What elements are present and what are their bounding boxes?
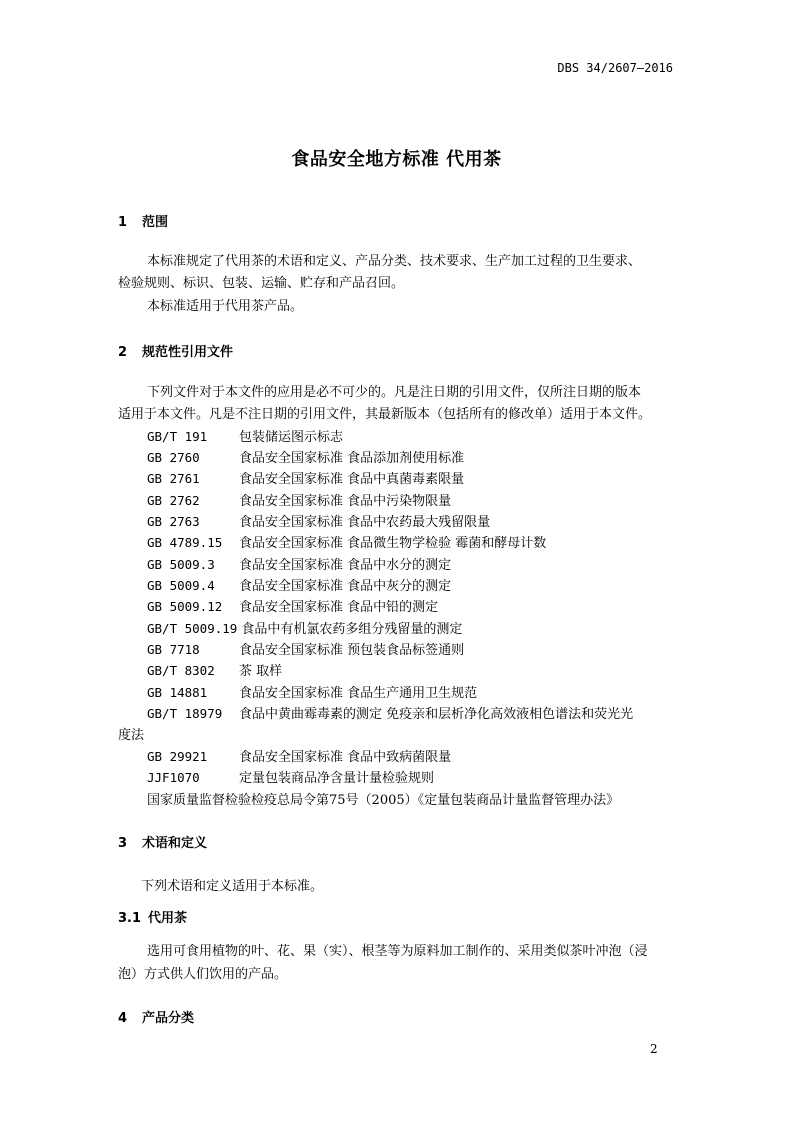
reference-title: 食品安全国家标准 食品添加剂使用标准 bbox=[239, 451, 465, 466]
reference-item bbox=[147, 490, 677, 509]
scope-applicability: 本标准适用于代用茶产品。 bbox=[147, 299, 304, 314]
scope-paragraph-line-2: 检验规则、标识、包装、运输、贮存和产品召回。 bbox=[118, 276, 405, 291]
reference-item bbox=[147, 767, 677, 786]
section-number: 2 bbox=[118, 345, 128, 360]
reference-title: 食品安全国家标准 食品微生物学检验 霉菌和酵母计数 bbox=[239, 536, 547, 551]
reference-title: 食品中有机氯农药多组分残留量的测定 bbox=[241, 622, 463, 637]
reference-item bbox=[147, 596, 677, 615]
section-title: 规范性引用文件 bbox=[142, 345, 234, 360]
reference-title: 食品安全国家标准 食品生产通用卫生规范 bbox=[239, 686, 478, 701]
reference-title: 食品安全国家标准 食品中灰分的测定 bbox=[239, 579, 452, 594]
reference-item bbox=[147, 746, 677, 765]
reference-code: GB 2761 bbox=[147, 471, 200, 486]
reference-title: 包装储运图示标志 bbox=[239, 430, 344, 445]
reference-code: GB 2763 bbox=[147, 514, 200, 529]
section-title: 术语和定义 bbox=[142, 836, 208, 851]
reference-code: GB 5009.12 bbox=[147, 599, 223, 614]
reference-code: GB 2762 bbox=[147, 493, 200, 508]
section-4-heading bbox=[118, 1007, 194, 1026]
reference-title-continuation: 度法 bbox=[118, 728, 145, 743]
reference-title: 食品安全国家标准 食品中水分的测定 bbox=[239, 558, 452, 573]
reference-item bbox=[147, 703, 677, 722]
reference-code: JJF1070 bbox=[147, 770, 200, 785]
reference-item bbox=[147, 447, 677, 466]
reference-item bbox=[147, 682, 677, 701]
section-1-heading bbox=[118, 211, 168, 230]
reference-title: 食品中黄曲霉毒素的测定 免疫亲和层析净化高效液相色谱法和荧光光 bbox=[239, 707, 634, 722]
section-title: 产品分类 bbox=[142, 1011, 195, 1026]
reference-title: 食品安全国家标准 预包装食品标签通则 bbox=[239, 643, 465, 658]
reference-code: GB/T 8302 bbox=[147, 663, 215, 678]
reference-title: 定量包装商品净含量计量检验规则 bbox=[239, 771, 435, 786]
section-title: 范围 bbox=[142, 215, 169, 230]
reference-code: GB 29921 bbox=[147, 749, 208, 764]
subsection-number: 3.1 bbox=[118, 911, 142, 926]
reference-title: 食品安全国家标准 食品中污染物限量 bbox=[239, 494, 452, 509]
document-code: DBS 34/2607—2016 bbox=[557, 61, 673, 75]
reference-title: 食品安全国家标准 食品中致病菌限量 bbox=[239, 750, 452, 765]
subsection-title: 代用茶 bbox=[148, 911, 188, 926]
reference-title: 茶 取样 bbox=[239, 664, 283, 679]
reference-title: 食品安全国家标准 食品中农药最大残留限量 bbox=[239, 515, 491, 530]
reference-item bbox=[147, 639, 677, 658]
reference-code: GB/T 5009.19 bbox=[147, 621, 238, 636]
section-number: 3 bbox=[118, 836, 128, 851]
reference-title: 食品安全国家标准 食品中真菌毒素限量 bbox=[239, 472, 465, 487]
definition-line-1: 选用可食用植物的叶、花、果（实）、根茎等为原料加工制作的、采用类似茶叶冲泡（浸 bbox=[147, 944, 648, 959]
references-intro-line-1: 下列文件对于本文件的应用是必不可少的。凡是注日期的引用文件，仅所注日期的版本 bbox=[147, 385, 642, 400]
reference-item bbox=[147, 575, 677, 594]
section-2-heading bbox=[118, 341, 233, 360]
reference-code: GB 7718 bbox=[147, 642, 200, 657]
section-number: 4 bbox=[118, 1011, 128, 1026]
reference-item bbox=[147, 511, 677, 530]
reference-code: GB/T 18979 bbox=[147, 706, 223, 721]
document-title: 食品安全地方标准 代用茶 bbox=[291, 149, 502, 170]
reference-item bbox=[147, 660, 677, 679]
reference-item bbox=[147, 468, 677, 487]
reference-code: GB 5009.4 bbox=[147, 578, 215, 593]
definition-line-2: 泡）方式供人们饮用的产品。 bbox=[118, 967, 288, 982]
section-3-heading bbox=[118, 832, 207, 851]
reference-item bbox=[147, 554, 677, 573]
reference-code: GB 5009.3 bbox=[147, 557, 215, 572]
reference-order: 国家质量监督检验检疫总局令第75号（2005）《定量包装商品计量监督管理办法》 bbox=[147, 793, 620, 808]
reference-code: GB 14881 bbox=[147, 685, 208, 700]
reference-title: 食品安全国家标准 食品中铅的测定 bbox=[239, 600, 439, 615]
reference-code: GB 2760 bbox=[147, 450, 200, 465]
reference-item bbox=[147, 426, 677, 445]
terms-intro: 下列术语和定义适用于本标准。 bbox=[141, 879, 324, 894]
reference-code: GB 4789.15 bbox=[147, 535, 223, 550]
subsection-3-1-heading bbox=[118, 907, 187, 926]
reference-code: GB/T 191 bbox=[147, 429, 208, 444]
page-number: 2 bbox=[650, 1042, 658, 1056]
reference-item bbox=[147, 618, 677, 637]
scope-paragraph-line-1: 本标准规定了代用茶的术语和定义、产品分类、技术要求、生产加工过程的卫生要求、 bbox=[147, 254, 642, 269]
references-intro-line-2: 适用于本文件。凡是不注日期的引用文件，其最新版本（包括所有的修改单）适用于本文件。 bbox=[118, 407, 652, 422]
section-number: 1 bbox=[118, 215, 128, 230]
reference-item bbox=[147, 532, 677, 551]
